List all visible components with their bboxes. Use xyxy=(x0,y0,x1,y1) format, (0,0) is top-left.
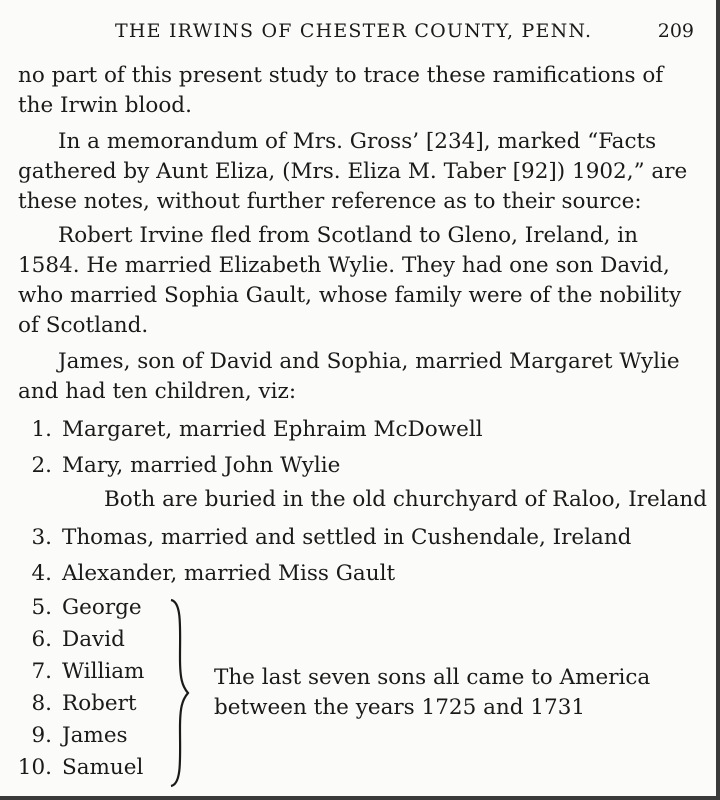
list-number: 6. xyxy=(31,627,52,652)
text-line: no part of this present study to trace these ramifications of xyxy=(18,63,664,88)
list-number: 8. xyxy=(31,691,52,716)
list-number: 2. xyxy=(31,453,52,478)
text-line: 1584. He married Elizabeth Wylie. They had one son David, xyxy=(18,253,670,278)
list-item-text: Robert xyxy=(62,691,137,716)
list-item-text: David xyxy=(62,627,125,652)
text-line: and had ten children, viz: xyxy=(18,379,297,404)
list-number: 9. xyxy=(31,723,52,748)
page-header xyxy=(0,14,716,48)
text-line: In a memorandum of Mrs. Gross’ [234], marked “Facts xyxy=(58,129,657,154)
list-item-text: James xyxy=(62,723,128,748)
list-item-text: Alexander, married Miss Gault xyxy=(62,561,396,586)
list-number: 5. xyxy=(31,595,52,620)
text-line: gathered by Aunt Eliza, (Mrs. Eliza M. Taber [92]) 1902,” are xyxy=(18,159,688,184)
list-item-text: Samuel xyxy=(62,755,144,780)
list-number: 1. xyxy=(31,417,52,442)
page-number: 209 xyxy=(657,20,694,42)
list-number: 10. xyxy=(17,755,52,780)
list-item-text: Thomas, married and settled in Cushendale, Ireland xyxy=(62,525,632,550)
text-line: these notes, without further reference as to their source: xyxy=(18,189,642,214)
brace-note-line: between the years 1725 and 1731 xyxy=(214,695,586,720)
list-item-text: Mary, married John Wylie xyxy=(62,453,341,478)
text-line: Robert Irvine fled from Scotland to Gleno, Ireland, in xyxy=(58,223,638,248)
text-line: who married Sophia Gault, whose family were of the nobility xyxy=(18,283,682,308)
list-number: 3. xyxy=(31,525,52,550)
list-item-text: Margaret, married Ephraim McDowell xyxy=(62,417,483,442)
running-title: THE IRWINS OF CHESTER COUNTY, PENN. xyxy=(115,20,593,42)
list-item-text: George xyxy=(62,595,142,620)
text-line: of Scotland. xyxy=(18,313,149,338)
right-curly-brace xyxy=(168,598,192,788)
list-item-text: William xyxy=(62,659,145,684)
text-line: the Irwin blood. xyxy=(18,93,192,118)
list-number: 4. xyxy=(31,561,52,586)
brace-note-line: The last seven sons all came to America xyxy=(214,665,651,690)
list-number: 7. xyxy=(31,659,52,684)
text-line: James, son of David and Sophia, married Margaret Wylie xyxy=(58,349,680,374)
list-item-note: Both are buried in the old churchyard of Raloo, Ireland xyxy=(104,487,708,512)
